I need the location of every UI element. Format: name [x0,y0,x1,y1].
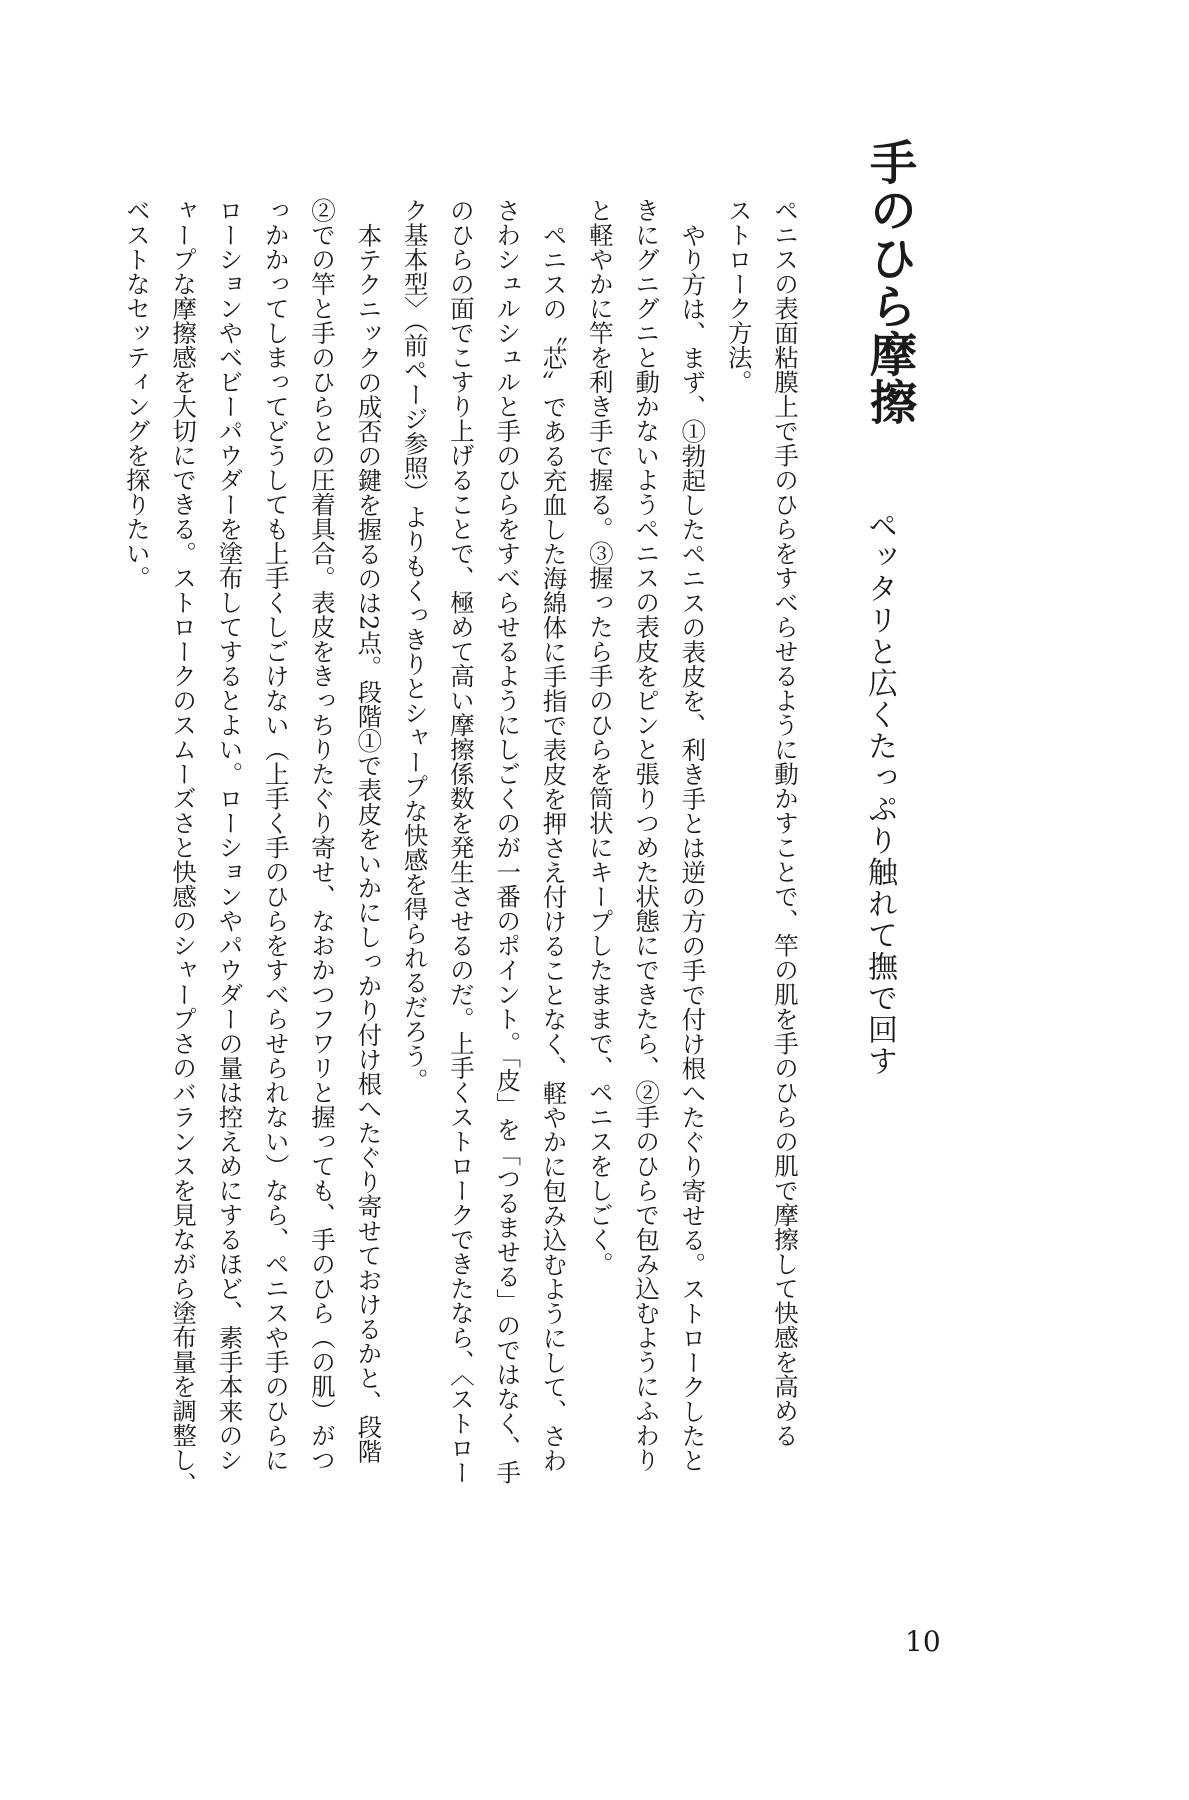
text-line: やり方は、まず、①勃起したペニスの表皮を、利き手とは逆の方の手で付け根へたぐり寄せる。ストロークしたと [678,223,708,1473]
text-line: ストローク方法。 [724,198,754,394]
text-line: ベストなセッティングを探りたい。 [122,198,152,590]
text-line: ②での竿と手のひらとの圧着具合。表皮をきっちりたぐり寄せ、なおかつフワリと握っても、手のひら（の肌）がつ [308,198,338,1472]
page-subtitle: ペッタリと広くたっぷり触れて撫で回す [862,510,897,1077]
text-line: ローションやベビーパウダーを塗布してするとよい。ローションやパウダーの量は控えめにするほど、素手本来のシ [215,198,245,1472]
page-number: 10 [905,1625,941,1658]
text-line: ク基本型〉（前ページ参照）よりもくっきりとシャープな快感を得られるだろう。 [400,198,430,1093]
text-line: と軽やかに竿を利き手で握る。③握ったら手のひらを筒状にキープしたままで、ペニスをしごく。 [585,198,615,1276]
text-line: のひらの面でこすり上げることで、極めて高い摩擦係数を発生させるのだ。上手くストロークできたなら、〈ストロー [446,198,476,1485]
body-text [114,198,808,1497]
text-line: ペニスの表面粘膜上で手のひらをすべらせるように動かすことで、竿の肌を手のひらの肌で摩擦して快感を高める [771,198,800,1448]
text-line: きにグニグニと動かないようペニスの表皮をピンと張りつめた状態にできたら、②手のひらで包み込むようにふわり [632,198,662,1472]
text-line: さわシュルシュルと手のひらをすべらせるようにしごくのが一番のポイント。「皮」を「つるませる」のではなく、手 [493,198,523,1485]
page-title: 手のひら摩擦 [862,138,917,426]
text-line: っかかってしまってどうしても上手くしごけない（上手く手のひらをすべらせられない）なら、ペニスや手のひらに [261,198,291,1472]
text-line: 本テクニックの成否の鍵を握るのは2点。段階①で表皮をいかにしっかり付け根へたぐり寄せておけるかと、段階 [354,223,384,1464]
text-line: ャープな摩擦感を大切にできる。ストロークのスムーズさと快感のシャープさのバランスを見ながら塗布量を調整し、 [169,198,199,1497]
text-line: ペニスの〝芯〟である充血した海綿体に手指で表皮を押さえ付けることなく、軽やかに包み込むようにして、さわ [539,223,569,1473]
